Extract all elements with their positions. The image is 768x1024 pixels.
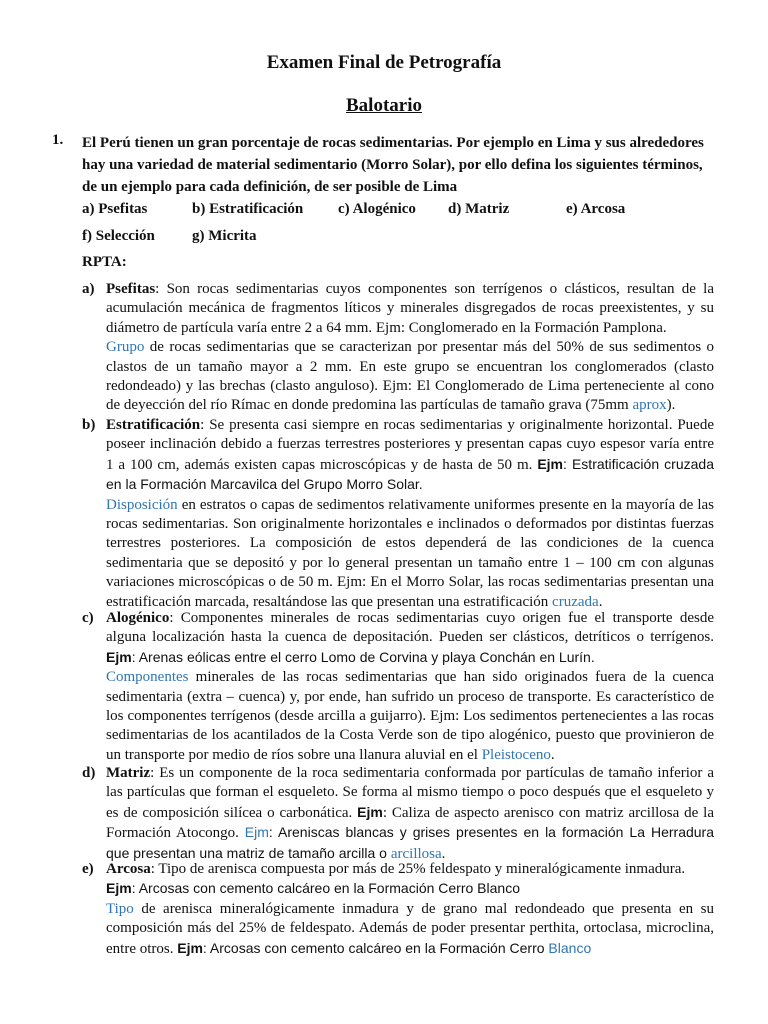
answer-b-p2-end: . (598, 593, 603, 610)
answer-a-p2: de rocas sedimentarias que se caracterizan por presentar más del 50% de sus sedimentos o clastos de un tamaño mayor a 2 mm. En este grupo se encuentran los conglomerados (clasto redondeado) y las brechas (clasto anguloso). Ejm: El Conglomerado de Lima perteneciente al cono de deyección del río Rímac en donde predomina las partículas de tamaño grava (75mm (106, 339, 714, 414)
answer-c-ejm: Ejm (106, 648, 132, 665)
answer-e-ejm2: Ejm (177, 939, 203, 956)
answer-d-ejm2: Ejm (244, 824, 269, 841)
answer-e-term: Arcosa (106, 861, 151, 877)
answer-d-p1-end: . (441, 845, 446, 862)
page-subtitle: Balotario (346, 95, 422, 116)
answer-d-label: d) (82, 765, 96, 781)
option-c: c) Alogénico (338, 201, 416, 217)
answer-b-p2-lead: Disposición (106, 496, 178, 513)
question-number: 1. (52, 132, 64, 148)
answer-a-label: a) (82, 281, 95, 297)
answer-c-p2-link: Pleistoceno (481, 746, 551, 763)
answer-e-p2-mid: : Arcosas con cemento calcáreo en la Formación Cerro (202, 939, 549, 956)
answer-c-label: c) (82, 610, 94, 626)
answer-c-p1: : Componentes minerales de rocas sedimentarias cuyo origen fue el transporte desde alguna localización hasta la cuenca de depositación. Pueden ser clásticos, detríticos o terrígenos. (106, 610, 714, 646)
answer-a (82, 280, 714, 416)
option-a: a) Psefitas (82, 201, 148, 217)
answer-e-p2: de arenisca mineralógicamente inmadura y de grano mal redondeado que presenta en su composición más del 25% de feldespato. Además de poder presentar perthita, ortoclasa, microclina, entre otros. (106, 900, 714, 957)
answer-c-p2-lead: Componentes (106, 669, 189, 686)
option-e: e) Arcosa (566, 201, 626, 217)
question-text: El Perú tienen un gran porcentaje de rocas sedimentarias. Por ejemplo en Lima y sus alrededores hay una variedad de material sedimentario (Morro Solar), por ello defina los siguientes términos, de un ejemplo para cada definición, de ser posible de Lima (82, 135, 704, 195)
answer-e-p1: : Tipo de arenisca compuesta por más de 25% feldespato y mineralógicamente inmadura. (150, 861, 686, 877)
page-title: Examen Final de Petrografía (266, 52, 502, 73)
answer-b-p2-link: cruzada (552, 593, 599, 610)
answer-a-p2-lead: Grupo (106, 339, 145, 356)
answer-b-p1: : Se presenta casi siempre en rocas sedimentarias y originalmente horizontal. Puede poseer inclinación debido a fuerzas terrestres posteriores y presentan capas cuyo espesor varía entre 1 a 100 cm, además existen capas microscópicas y de hasta de 50 m. (106, 417, 714, 473)
answer-a-p2-end: ). (666, 397, 676, 414)
answer-b-p2: en estratos o capas de sedimentos relativamente uniformes presente en la mayoría de las rocas sedimentarias. Son originalmente horizontales e inclinados o deformados por distintas fuerzas terrestres posteriores. La composición de estos dependerá de las condiciones de la cuenca sedimentaria que se depositó y por lo general presentan un tamaño entre 1 – 100 cm con algunas variaciones microscópicas o de 50 m. Ejm: En el Morro Solar, las rocas sedimentarias presentan una estratificación marcada, resaltándose las que presentan una estratificación (106, 496, 714, 610)
answer-b (82, 416, 714, 612)
answer-d (82, 764, 714, 864)
answer-e-p2-lead: Tipo (106, 900, 134, 917)
answer-b-p1-end: : Estratificación cruzada en la Formación Marcavilca del Grupo Morro Solar. (106, 455, 714, 493)
answer-c-p2: minerales de las rocas sedimentarias que han sido originados fuera de la cuenca sedimentaria (extra – cuenca) y, por ende, han sufrido un proceso de transporte. Es característico de los componentes terrígenos (desde arcilla a guijarro). Ejm: Los sedimentos pertenecientes a las rocas sedimentarias de los acantilados de la Costa Verde son de tipo alogénico, puesto que provinieron de un transporte por medio de ríos sobre una llanura aluvial en el (106, 669, 714, 763)
option-b: b) Estratificación (192, 201, 304, 217)
answer-d-p1-tail: : Areniscas blancas y grises presentes en la formación La Herradura que presentan una matriz de tamaño arcilla o (106, 824, 714, 861)
answer-d-p1-mid: : Caliza de aspecto arenisco con matriz arcillosa de la Formación Atocongo. (106, 804, 714, 842)
answer-c-term: Alogénico (106, 610, 170, 626)
option-f: f) Selección (82, 228, 155, 244)
option-d: d) Matriz (448, 201, 510, 217)
answer-c (82, 609, 714, 765)
answer-d-p1-link: arcillosa (390, 845, 442, 862)
answer-a-term: Psefitas (106, 281, 156, 297)
answer-c-p2-end: . (550, 746, 555, 763)
answer-a-p2-link: aprox (632, 397, 667, 414)
answer-e-p2-link: Blanco (548, 939, 592, 956)
answer-e (82, 860, 714, 959)
answer-d-p1: : Es un componente de la roca sedimentaria conformada por partículas de tamaño inferior a las partículas que forman el esqueleto. Se forma al mismo tiempo o poco después que el esqueleto y es de composición silícea o carbonática. (106, 765, 714, 821)
answer-c-p1-end: : Arenas eólicas entre el cerro Lomo de Corvina y playa Conchán en Lurín. (131, 648, 595, 665)
option-g: g) Micrita (192, 228, 257, 244)
answer-e-p1-end: : Arcosas con cemento calcáreo en la Formación Cerro Blanco (131, 880, 520, 897)
answer-b-term: Estratificación (106, 417, 201, 433)
answer-e-ejm: Ejm (106, 880, 132, 897)
answer-e-label: e) (82, 861, 94, 877)
answer-d-term: Matriz (106, 765, 151, 781)
answer-b-ejm: Ejm (537, 455, 564, 472)
answer-a-p1: : Son rocas sedimentarias cuyos componentes son terrígenos o clásticos, resultan de la acumulación mecánica de fragmentos líticos y minerales disgregados de rocas preexistentes, y su diámetro de partícula varía entre 2 a 64 mm. Ejm: Conglomerado en la Formación Pamplona. (106, 281, 714, 336)
answer-b-label: b) (82, 417, 96, 433)
answer-d-ejm: Ejm (357, 803, 383, 820)
rpta-label: RPTA: (82, 254, 127, 270)
